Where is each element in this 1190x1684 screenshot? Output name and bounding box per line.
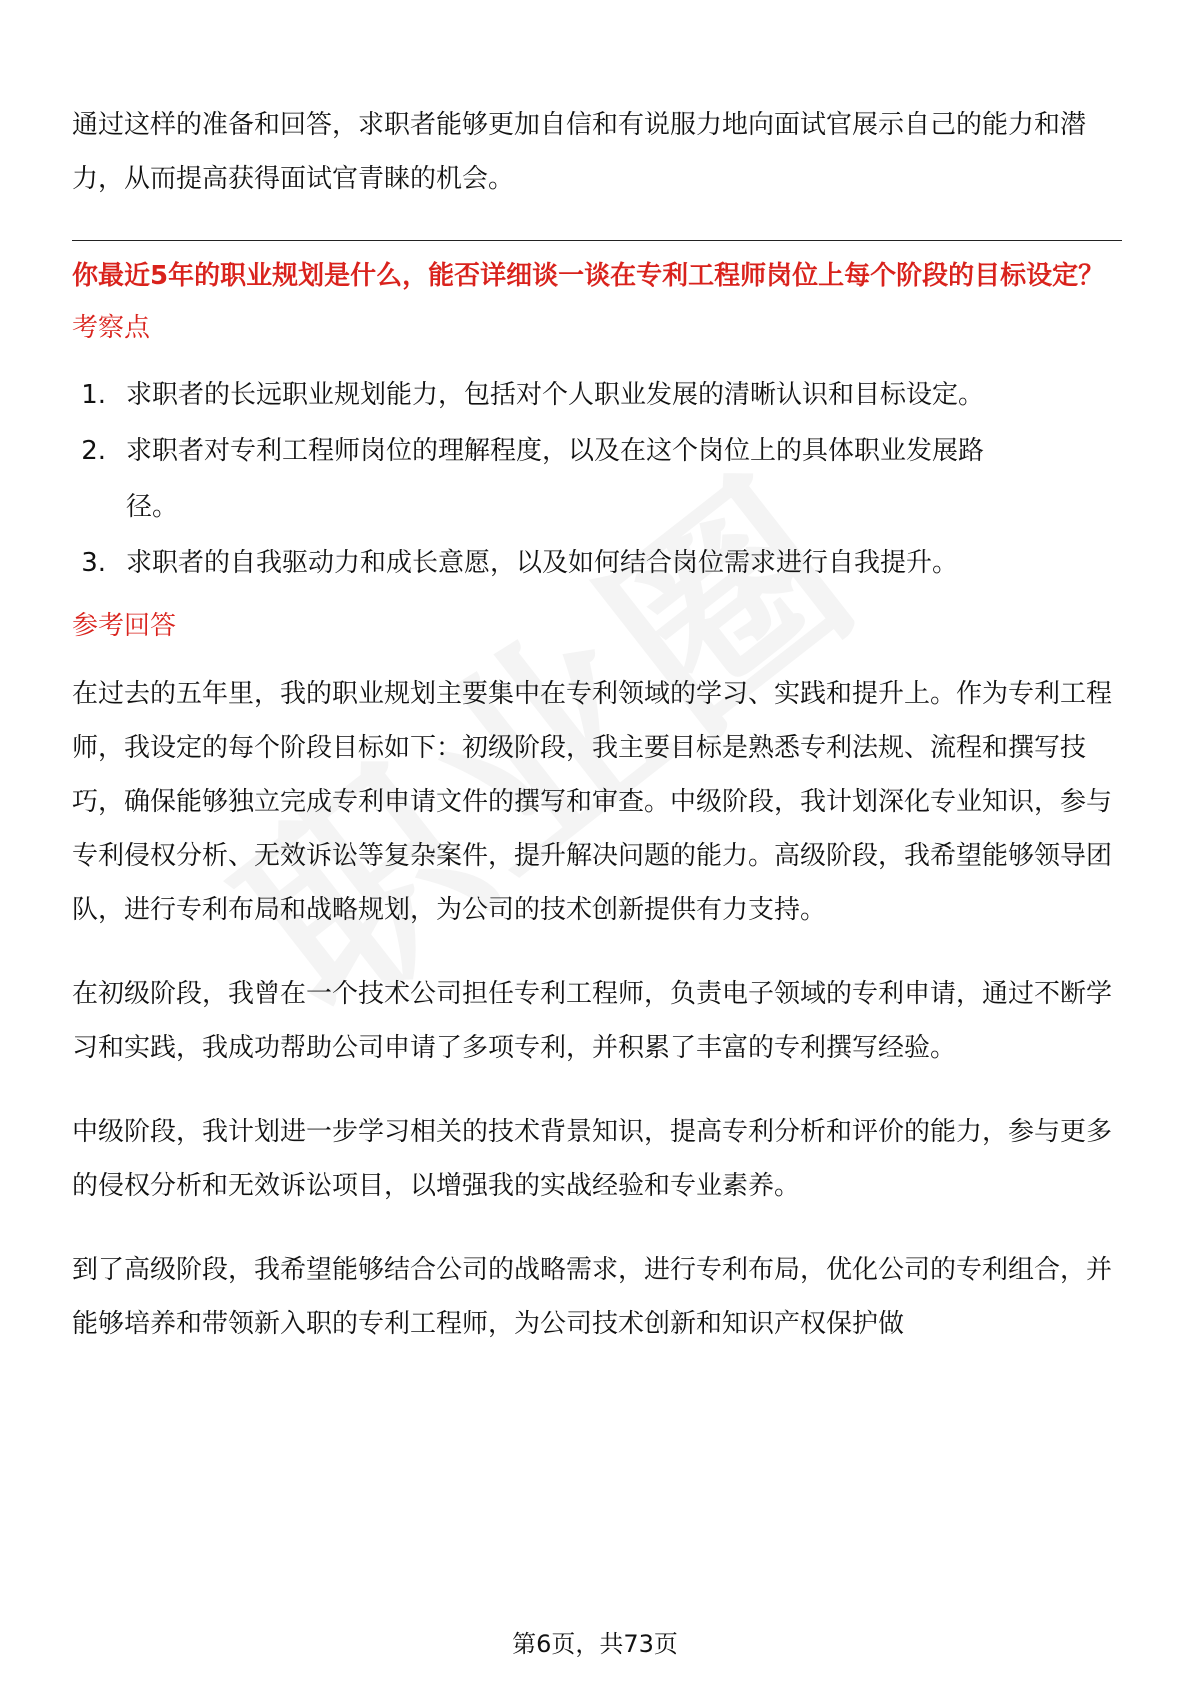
list-item xyxy=(72,367,1122,423)
intro-paragraph: 通过这样的准备和回答，求职者能够更加自信和有说服力地向面试官展示自己的能力和潜力，从而提高获得面试官青睐的机会。 xyxy=(72,110,1087,194)
question-heading: 你最近5年的职业规划是什么，能否详细谈一谈在专利工程师岗位上每个阶段的目标设定？ xyxy=(72,261,1105,291)
answer-paragraph: 在过去的五年里，我的职业规划主要集中在专利领域的学习、实践和提升上。作为专利工程师，我设定的每个阶段目标如下：初级阶段，我主要目标是熟悉专利法规、流程和撰写技巧，确保能够独立完成专利申请文件的撰写和审查。中级阶段，我计划深化专业知识，参与专利侵权分析、无效诉讼等复杂案件，提升解决问题的能力。高级阶段，我希望能够领导团队，进行专利布局和战略规划，为公司的技术创新提供有力支持。 xyxy=(72,679,1113,925)
page-content xyxy=(72,98,1122,1381)
answer-paragraph: 在初级阶段，我曾在一个技术公司担任专利工程师，负责电子领域的专利申请，通过不断学习和实践，我成功帮助公司申请了多项专利，并积累了丰富的专利撰写经验。 xyxy=(72,979,1113,1063)
examine-title: 考察点 xyxy=(72,313,151,343)
examine-points-list xyxy=(72,367,1122,591)
answer-paragraph: 到了高级阶段，我希望能够结合公司的战略需求，进行专利布局，优化公司的专利组合，并能够培养和带领新入职的专利工程师，为公司技术创新和知识产权保护做 xyxy=(72,1255,1113,1339)
list-item-number: 1. xyxy=(81,380,106,410)
list-item xyxy=(72,423,1122,535)
list-item-text: 求职者的长远职业规划能力，包括对个人职业发展的清晰认识和目标设定。 xyxy=(126,380,985,410)
list-item-number: 3. xyxy=(81,548,106,578)
list-item-number: 2. xyxy=(81,436,106,466)
section-divider xyxy=(72,240,1122,241)
answer-paragraph: 中级阶段，我计划进一步学习相关的技术背景知识，提高专利分析和评价的能力，参与更多的侵权分析和无效诉讼项目，以增强我的实战经验和专业素养。 xyxy=(72,1117,1113,1201)
list-item xyxy=(72,535,1122,591)
list-item-text: 求职者对专利工程师岗位的理解程度，以及在这个岗位上的具体职业发展路径。 xyxy=(126,436,985,522)
list-item-text: 求职者的自我驱动力和成长意愿，以及如何结合岗位需求进行自我提升。 xyxy=(126,548,959,578)
page-footer: 第6页，共73页 xyxy=(512,1630,678,1658)
answer-title: 参考回答 xyxy=(72,611,177,641)
